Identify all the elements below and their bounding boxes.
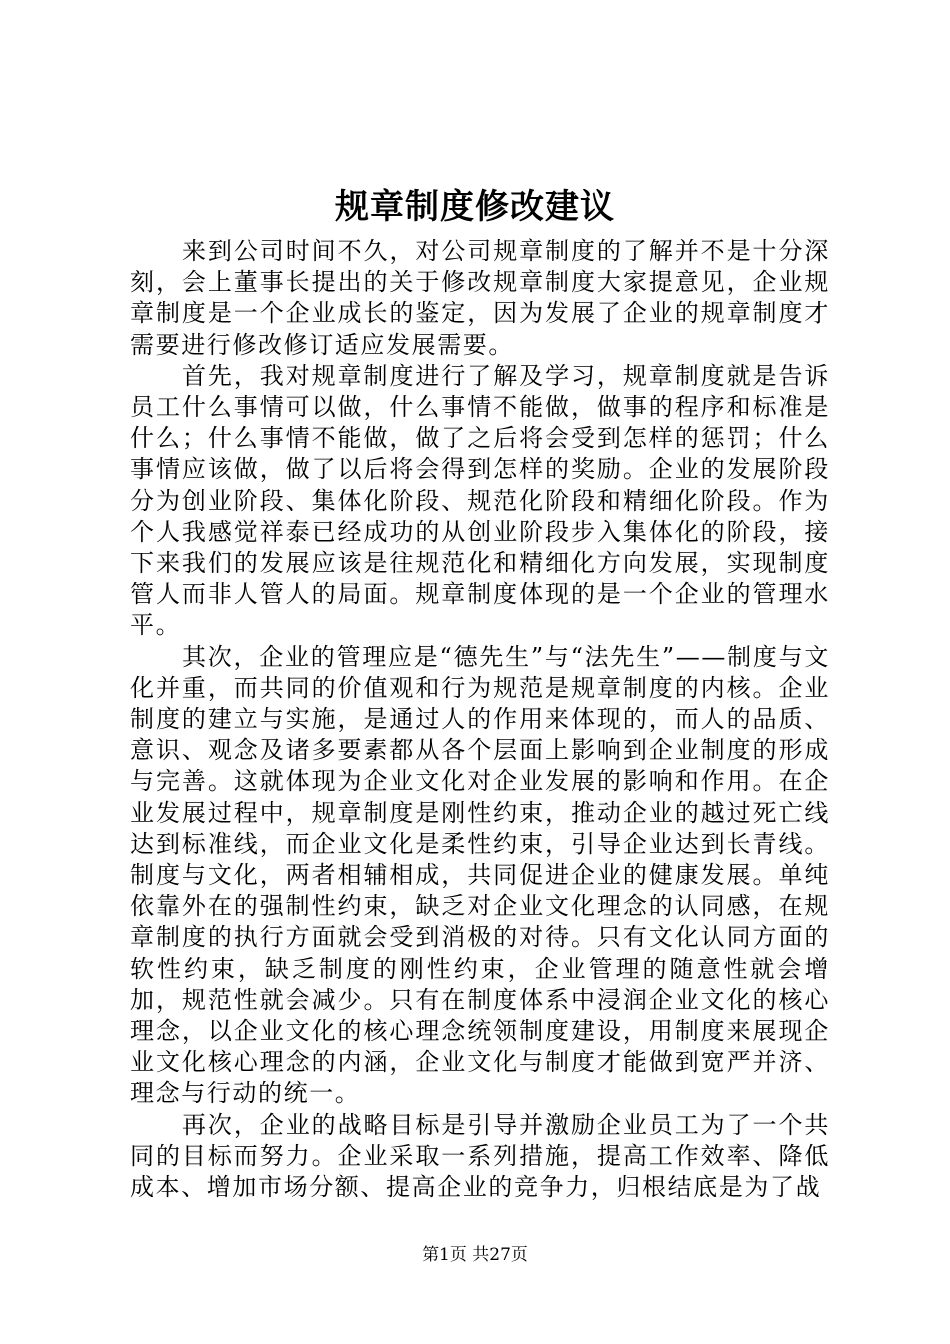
document-title: 规章制度修改建议 bbox=[335, 187, 615, 227]
paragraph-first: 首先，我对规章制度进行了解及学习，规章制度就是告诉员工什么事情可以做，什么事情不能做，做事的程序和标准是什么；什么事情不能做，做了之后将会受到怎样的惩罚；什么事情应该做，做了以后将会得到怎样的奖励。企业的发展阶段分为创业阶段、集体化阶段、规范化阶段和精细化阶段。作为个人我感觉祥泰已经成功的从创业阶段步入集体化的阶段，接下来我们的发展应该是往规范化和精细化方向发展，实现制度管人而非人管人的局面。规章制度体现的是一个企业的管理水平。 bbox=[130, 361, 830, 640]
paragraph-third: 再次，企业的战略目标是引导并激励企业员工为了一个共同的目标而努力。企业采取一系列措施，提高工作效率、降低成本、增加市场分额、提高企业的竞争力，归根结底是为了战 bbox=[130, 1110, 830, 1202]
document-body bbox=[130, 236, 830, 1203]
page-footer: 第1页 共27页 bbox=[422, 1245, 528, 1265]
paragraph-intro: 来到公司时间不久，对公司规章制度的了解并不是十分深刻，会上董事长提出的关于修改规章制度大家提意见，企业规章制度是一个企业成长的鉴定，因为发展了企业的规章制度才需要进行修改修订适应发展需要。 bbox=[130, 237, 830, 359]
paragraph-second: 其次，企业的管理应是“德先生”与“法先生”——制度与文化并重，而共同的价值观和行为规范是规章制度的内核。企业制度的建立与实施，是通过人的作用来体现的，而人的品质、意识、观念及诸多要素都从各个层面上影响到企业制度的形成与完善。这就体现为企业文化对企业发展的影响和作用。在企业发展过程中，规章制度是刚性约束，推动企业的越过死亡线达到标准线，而企业文化是柔性约束，引导企业达到长青线。制度与文化，两者相辅相成，共同促进企业的健康发展。单纯依靠外在的强制性约束，缺乏对企业文化理念的认同感，在规章制度的执行方面就会受到消极的对待。只有文化认同方面的软性约束，缺乏制度的刚性约束，企业管理的随意性就会增加，规范性就会减少。只有在制度体系中浸润企业文化的核心理念，以企业文化的核心理念统领制度建设，用制度来展现企业文化核心理念的内涵，企业文化与制度才能做到宽严并济、理念与行动的统一。 bbox=[130, 642, 830, 1108]
